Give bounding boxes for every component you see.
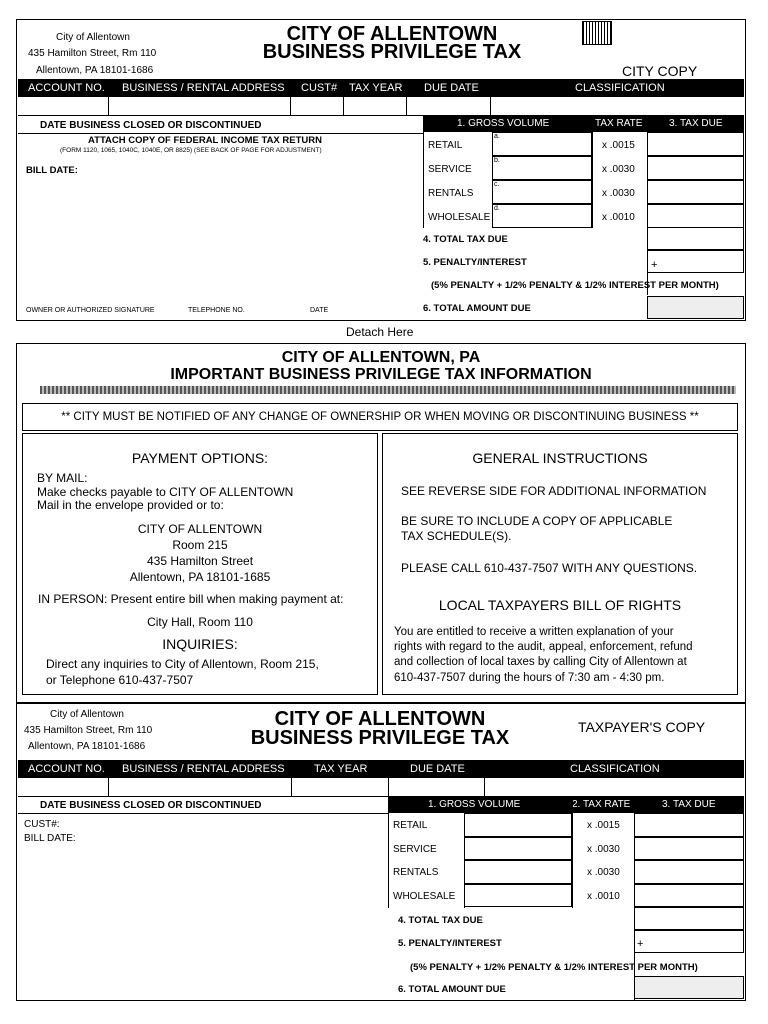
- bottom-title-2: BUSINESS PRIVILEGE TAX: [250, 727, 510, 749]
- forms-label: (FORM 1120, 1065, 1040C, 1040E, OR 8825) (SEE BACK OF PAGE FOR ADJUSTMENT): [60, 147, 322, 154]
- city-name: City of Allentown: [56, 32, 130, 43]
- header-cust: CUST#: [301, 82, 338, 94]
- general-line-3: PLEASE CALL 610-437-7507 WITH ANY QUESTIONS.: [401, 561, 698, 575]
- total-tax-field[interactable]: [647, 227, 744, 250]
- bottom-tax-rate-value: x .0030: [587, 867, 620, 878]
- general-title: GENERAL INSTRUCTIONS: [472, 450, 648, 466]
- barcode-icon: [582, 21, 612, 45]
- tax-table-header: [423, 115, 744, 132]
- notice-text: ** CITY MUST BE NOTIFIED OF ANY CHANGE OF OWNERSHIP OR WHEN MOVING OR DISCONTINUING BUSINESS **: [61, 411, 699, 423]
- inquiries-line-1: Direct any inquiries to City of Allentown, Room 215,: [46, 657, 319, 671]
- bottom-copy-label: TAXPAYER'S COPY: [578, 719, 706, 735]
- bottom-col-tax-rate: 2. TAX RATE: [572, 799, 631, 810]
- tax-row-label: SERVICE: [428, 164, 472, 175]
- bottom-header-account-no: ACCOUNT NO.: [28, 763, 105, 775]
- date-closed-label: DATE BUSINESS CLOSED OR DISCONTINUED: [40, 120, 262, 131]
- gross-volume-field[interactable]: [492, 132, 592, 156]
- tax-row-label: RETAIL: [428, 140, 463, 151]
- city-state: Allentown, PA 18101-1686: [36, 65, 154, 76]
- tax-due-field[interactable]: [647, 156, 744, 180]
- decorative-stripe: [40, 386, 736, 394]
- city-street: 435 Hamilton Street, Rm 110: [28, 48, 157, 59]
- bottom-cust-label: CUST#:: [24, 819, 60, 830]
- bottom-tax-row-label: SERVICE: [393, 843, 437, 855]
- header-classification: CLASSIFICATION: [575, 82, 665, 94]
- tax-rate-value: x .0010: [602, 212, 635, 223]
- general-line-1: SEE REVERSE SIDE FOR ADDITIONAL INFORMATION: [401, 484, 707, 498]
- bottom-tax-due-field[interactable]: [634, 884, 744, 908]
- form-title-1: CITY OF ALLENTOWN: [286, 23, 498, 45]
- col-gross-volume: 1. GROSS VOLUME: [457, 118, 550, 129]
- inquiries-line-2: or Telephone 610-437-7507: [46, 673, 194, 687]
- bottom-city-state: Allentown, PA 18101-1686: [28, 741, 146, 752]
- city-hall-text: City Hall, Room 110: [147, 615, 253, 629]
- bottom-tax-rate-value: x .0015: [587, 820, 620, 831]
- envelope-text: Mail in the envelope provided or to:: [37, 498, 224, 512]
- tax-row-label: RENTALS: [428, 188, 474, 199]
- bottom-city-name: City of Allentown: [50, 709, 124, 720]
- form-title-2: BUSINESS PRIVILEGE TAX: [262, 41, 522, 63]
- bottom-gross-volume-field[interactable]: [464, 860, 572, 884]
- rights-line-2: rights with regard to the audit, appeal, enforcement, refund: [394, 641, 693, 653]
- header-account-no: ACCOUNT NO.: [28, 82, 105, 94]
- bill-date-label: BILL DATE:: [26, 165, 78, 176]
- bottom-total-amount-label: 6. TOTAL AMOUNT DUE: [398, 984, 506, 995]
- general-line-2a: BE SURE TO INCLUDE A COPY OF APPLICABLE: [401, 514, 673, 528]
- checks-text: Make checks payable to CITY OF ALLENTOWN: [37, 485, 294, 499]
- total-tax-label: 4. TOTAL TAX DUE: [423, 234, 508, 245]
- bottom-gross-volume-field[interactable]: [464, 884, 572, 908]
- in-person-text: IN PERSON: Present entire bill when making payment at:: [38, 592, 344, 606]
- tax-row-letter: d.: [494, 205, 500, 212]
- tax-due-field[interactable]: [647, 180, 744, 204]
- info-title-1: CITY OF ALLENTOWN, PA: [281, 349, 481, 366]
- bottom-gross-volume-field[interactable]: [464, 813, 572, 837]
- copy-label: CITY COPY: [622, 63, 698, 79]
- bottom-tax-row-label: WHOLESALE: [393, 890, 456, 902]
- bottom-total-amount-field[interactable]: [634, 976, 744, 999]
- bottom-tax-due-field[interactable]: [634, 813, 744, 837]
- header-bar: [18, 79, 744, 97]
- info-title-2: IMPORTANT BUSINESS PRIVILEGE TAX INFORMATION: [170, 366, 592, 383]
- tax-row-letter: c.: [494, 181, 500, 188]
- addr-line-3: 435 Hamilton Street: [146, 554, 254, 568]
- detach-label: Detach Here: [346, 325, 414, 339]
- bottom-plus-sign: +: [637, 938, 644, 950]
- addr-line-1: CITY OF ALLENTOWN: [137, 522, 263, 536]
- col-tax-due: 3. TAX DUE: [669, 118, 723, 129]
- bottom-penalty-note: (5% PENALTY + 1/2% PENALTY & 1/2% INTEREST PER MONTH): [410, 962, 698, 973]
- bottom-tax-rate-value: x .0010: [587, 890, 620, 902]
- rights-line-1: You are entitled to receive a written explanation of your: [394, 626, 674, 638]
- bottom-header-classification: CLASSIFICATION: [570, 763, 660, 775]
- bottom-header-bar: [18, 760, 744, 778]
- total-amount-field[interactable]: [647, 296, 744, 319]
- bottom-penalty-label: 5. PENALTY/INTEREST: [398, 938, 502, 949]
- penalty-label: 5. PENALTY/INTEREST: [423, 257, 527, 268]
- signature-label: OWNER OR AUTHORIZED SIGNATURE: [26, 307, 155, 314]
- total-amount-label: 6. TOTAL AMOUNT DUE: [423, 303, 531, 314]
- rights-title: LOCAL TAXPAYERS BILL OF RIGHTS: [438, 597, 682, 613]
- rights-line-3: and collection of local taxes by calling City of Allentown at: [394, 656, 687, 668]
- gross-volume-field[interactable]: [492, 180, 592, 204]
- plus-sign: +: [651, 259, 658, 271]
- header-business-address: BUSINESS / RENTAL ADDRESS: [122, 82, 285, 94]
- bottom-tax-row-label: RENTALS: [393, 867, 439, 878]
- general-line-2b: TAX SCHEDULE(S).: [401, 529, 512, 543]
- by-mail: BY MAIL:: [37, 471, 88, 485]
- bottom-penalty-field[interactable]: [634, 930, 744, 953]
- payment-title: PAYMENT OPTIONS:: [131, 450, 269, 466]
- penalty-note: (5% PENALTY + 1/2% PENALTY & 1/2% INTEREST PER MONTH): [431, 280, 719, 291]
- bottom-date-closed-label: DATE BUSINESS CLOSED OR DISCONTINUED: [40, 800, 262, 811]
- gross-volume-field[interactable]: [492, 204, 592, 228]
- bottom-total-tax-label: 4. TOTAL TAX DUE: [398, 915, 483, 926]
- header-tax-year: TAX YEAR: [349, 82, 403, 94]
- penalty-field[interactable]: [647, 250, 744, 273]
- bottom-tax-due-field[interactable]: [634, 837, 744, 861]
- bottom-header-due-date: DUE DATE: [410, 763, 465, 775]
- tax-row-label: WHOLESALE: [428, 212, 491, 223]
- col-tax-rate: TAX RATE: [595, 118, 643, 129]
- tax-rate-value: x .0030: [602, 164, 635, 175]
- bottom-header-tax-year: TAX YEAR: [314, 763, 368, 775]
- bottom-col-tax-due: 3. TAX DUE: [662, 799, 716, 810]
- bottom-col-gross-volume: 1. GROSS VOLUME: [428, 799, 521, 810]
- bottom-tax-row-label: RETAIL: [393, 820, 428, 831]
- attach-label: ATTACH COPY OF FEDERAL INCOME TAX RETURN: [88, 135, 322, 146]
- bottom-bill-date-label: BILL DATE:: [24, 833, 76, 844]
- tax-due-field[interactable]: [647, 132, 744, 156]
- bottom-tax-rate-value: x .0030: [587, 843, 620, 855]
- bottom-tax-due-field[interactable]: [634, 860, 744, 884]
- tax-rate-value: x .0015: [602, 140, 635, 151]
- rights-line-4: 610-437-7507 during the hours of 7:30 am - 4:30 pm.: [394, 672, 665, 684]
- addr-line-2: Room 215: [172, 538, 228, 552]
- tax-row-letter: a.: [494, 133, 500, 140]
- bottom-header-business-address: BUSINESS / RENTAL ADDRESS: [122, 763, 285, 775]
- tax-rate-value: x .0030: [602, 188, 635, 199]
- addr-line-4: Allentown, PA 18101-1685: [129, 570, 271, 584]
- telephone-label: TELEPHONE NO.: [188, 307, 245, 314]
- header-due-date: DUE DATE: [424, 82, 479, 94]
- tax-due-field[interactable]: [647, 204, 744, 228]
- bottom-tax-table-header: [388, 796, 744, 813]
- bottom-city-street: 435 Hamilton Street, Rm 110: [24, 725, 153, 736]
- gross-volume-field[interactable]: [492, 156, 592, 180]
- date-label: DATE: [310, 307, 329, 314]
- bottom-title-1: CITY OF ALLENTOWN: [274, 708, 486, 730]
- bottom-gross-volume-field[interactable]: [464, 837, 572, 861]
- bottom-total-tax-field[interactable]: [634, 907, 744, 930]
- tax-row-letter: b.: [494, 157, 500, 164]
- inquiries-title: INQUIRIES:: [162, 636, 238, 652]
